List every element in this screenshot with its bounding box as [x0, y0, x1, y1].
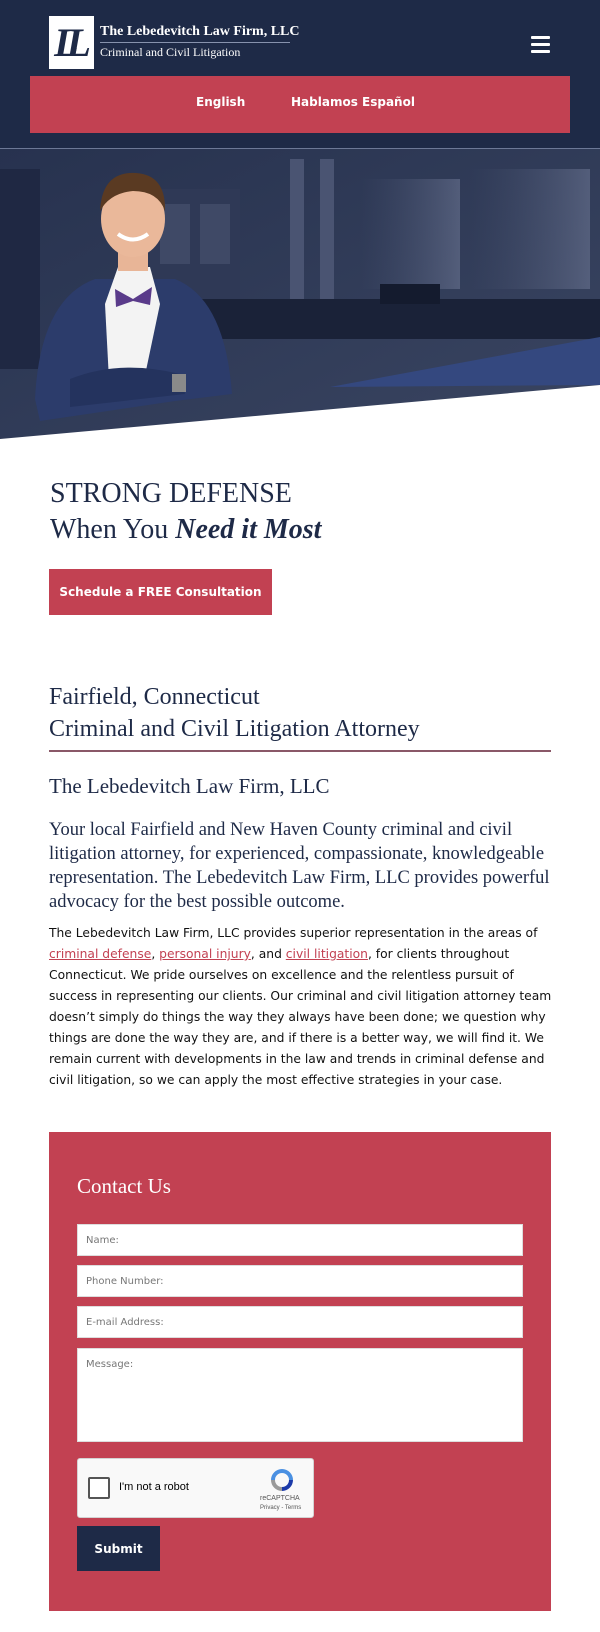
contact-form — [49, 1132, 551, 1611]
recaptcha-icon — [269, 1467, 295, 1493]
headline-line2-prefix: When You — [50, 514, 176, 545]
headline-line1: STRONG DEFENSE — [50, 478, 292, 509]
firm-name-divider — [100, 42, 290, 43]
section-title — [49, 681, 420, 745]
body-text-part1: The Lebedevitch Law Firm, LLC provides superior representation in the areas of — [49, 926, 538, 940]
personal-injury-link[interactable]: personal injury — [159, 947, 251, 961]
body-paragraph — [49, 923, 557, 1091]
recaptcha-checkbox[interactable] — [88, 1477, 110, 1499]
section-title-line1: Fairfield, Connecticut — [49, 684, 260, 710]
hero-headline — [50, 476, 321, 548]
body-separator-1: , — [151, 947, 160, 961]
lead-paragraph: Your local Fairfield and New Haven County criminal and civil litigation attorney, for experienced, compassionate, knowledgeable representation. The Lebedevitch Law Firm, LLC provides powerful advocacy for the best possible outcome. — [49, 820, 550, 912]
logo-monogram: LL — [54, 20, 79, 65]
language-spanish-link[interactable]: Hablamos Español — [291, 95, 415, 109]
hero-courtroom-image — [0, 149, 600, 449]
schedule-consultation-button[interactable]: Schedule a FREE Consultation — [49, 569, 272, 615]
headline-emphasis: Need it Most — [175, 514, 322, 545]
message-field[interactable]: Message: — [77, 1348, 523, 1442]
civil-litigation-link[interactable]: civil litigation — [285, 947, 368, 961]
recaptcha-terms-link[interactable]: Privacy - Terms — [260, 1505, 302, 1511]
body-separator-2: , and — [250, 947, 286, 961]
hero-banner — [0, 149, 600, 449]
recaptcha-widget — [77, 1458, 314, 1518]
firm-logo[interactable] — [49, 16, 94, 69]
site-header — [0, 0, 600, 148]
body-text-part2: , for clients throughout Connecticut. We pride ourselves on excellence and the relentless pursuit of success in representing our clients. Our criminal and civil litigation attorney team doesn’t simply do things the way they always have been done; we question why things are done the way they are, and if there is a better way, we will find it. We remain current with developments in the law and trends in criminal defense and civil litigation, so we can apply the most effective strategies in your case. — [49, 947, 552, 1087]
section-divider — [49, 750, 551, 752]
recaptcha-brand: reCAPTCHA — [260, 1495, 300, 1502]
firm-name[interactable]: The Lebedevitch Law Firm, LLC — [100, 24, 300, 39]
firm-heading: The Lebedevitch Law Firm, LLC — [49, 774, 330, 798]
submit-button[interactable]: Submit — [77, 1526, 160, 1571]
language-bar — [30, 76, 570, 133]
criminal-defense-link[interactable]: criminal defense — [49, 947, 152, 961]
section-title-line2: Criminal and Civil Litigation Attorney — [49, 716, 420, 742]
name-field[interactable]: Name: — [77, 1224, 523, 1256]
phone-field[interactable]: Phone Number: — [77, 1265, 523, 1297]
language-english-link[interactable]: English — [196, 95, 246, 109]
hamburger-menu-icon[interactable] — [531, 36, 550, 53]
recaptcha-label: I'm not a robot — [119, 1481, 189, 1493]
contact-title: Contact Us — [77, 1174, 171, 1198]
firm-tagline: Criminal and Civil Litigation — [100, 45, 241, 59]
email-field[interactable]: E-mail Address: — [77, 1306, 523, 1338]
headline-line2 — [50, 512, 321, 548]
